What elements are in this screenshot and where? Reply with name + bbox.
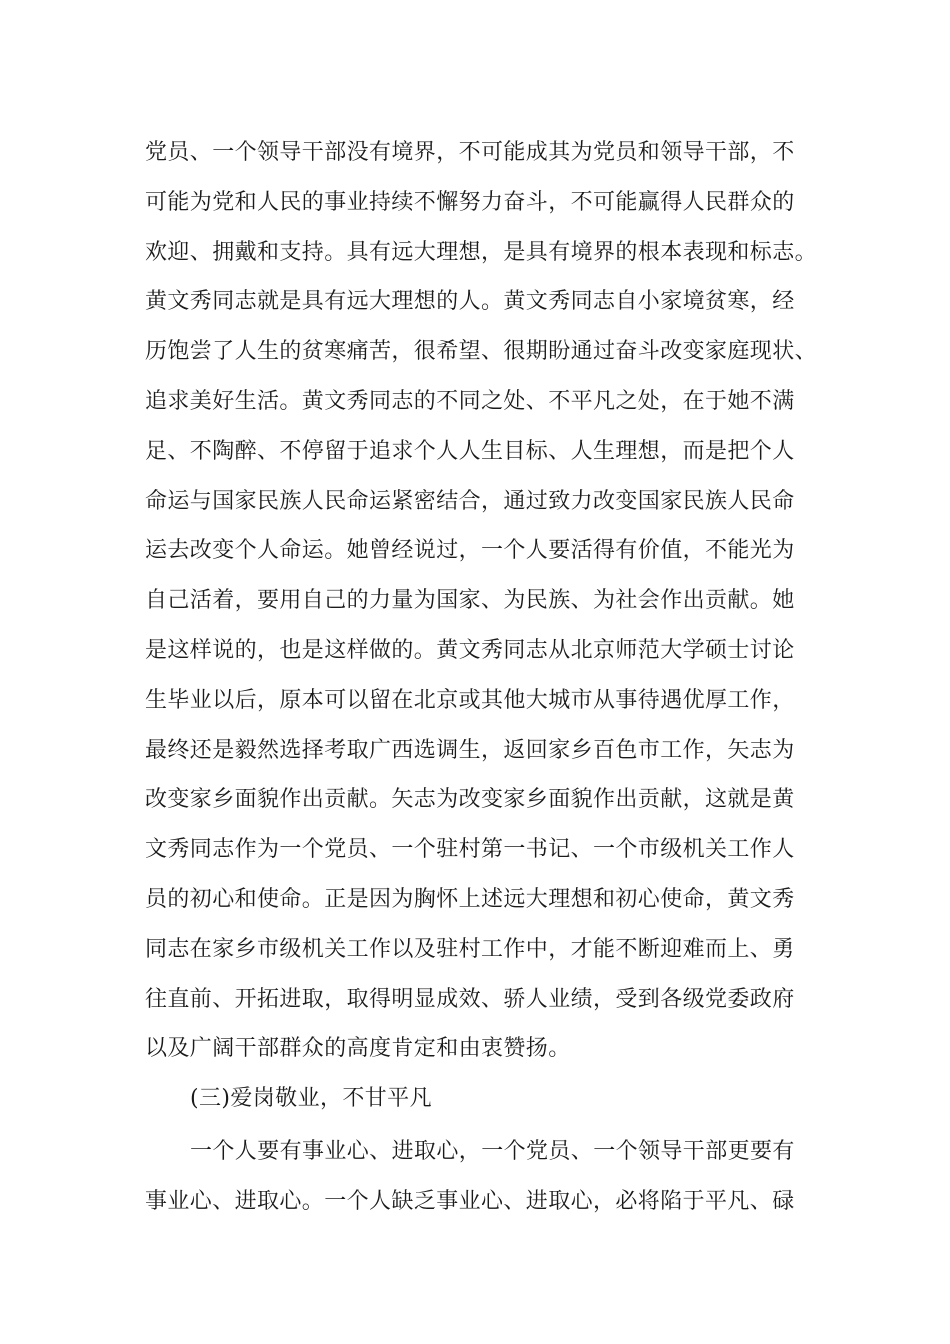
text-line: 一个人要有事业心、进取心，一个党员、一个领导干部更要有 <box>190 1139 795 1164</box>
text-line: 同志在家乡市级机关工作以及驻村工作中，才能不断迎难而上、勇 <box>145 936 795 962</box>
text-line: 文秀同志作为一个党员、一个驻村第一书记、一个市级机关工作人 <box>145 837 795 863</box>
text-line: 最终还是毅然选择考取广西选调生，返回家乡百色市工作，矢志为 <box>145 737 795 763</box>
text-line: 事业心、进取心。一个人缺乏事业心、进取心，必将陷于平凡、碌 <box>145 1188 795 1214</box>
section-heading: (三)爱岗敬业，不甘平凡 <box>190 1086 432 1112</box>
text-line: 生毕业以后，原本可以留在北京或其他大城市从事待遇优厚工作， <box>145 687 795 713</box>
text-line: 历饱尝了人生的贫寒痛苦，很希望、很期盼通过奋斗改变家庭现状、 <box>145 339 818 365</box>
body-paragraph <box>145 128 835 1124</box>
text-line: 运去改变个人命运。她曾经说过，一个人要活得有价值，不能光为 <box>145 538 795 564</box>
text-line: 是这样说的，也是这样做的。黄文秀同志从北京师范大学硕士讨论 <box>145 637 795 663</box>
text-line: 欢迎、拥戴和支持。具有远大理想，是具有境界的根本表现和标志。 <box>145 239 818 265</box>
text-line: 改变家乡面貌作出贡献。矢志为改变家乡面貌作出贡献，这就是黄 <box>145 787 795 813</box>
text-line: 足、不陶醉、不停留于追求个人人生目标、人生理想，而是把个人 <box>145 438 795 464</box>
text-line: 追求美好生活。黄文秀同志的不同之处、不平凡之处，在于她不满 <box>145 388 795 414</box>
text-line: 以及广阔干部群众的高度肯定和由衷赞扬。 <box>145 1036 571 1062</box>
text-line: 命运与国家民族人民命运紧密结合，通过致力改变国家民族人民命 <box>145 488 795 514</box>
text-line: 往直前、开拓进取，取得明显成效、骄人业绩，受到各级党委政府 <box>145 986 795 1012</box>
text-line: 党员、一个领导干部没有境界，不可能成其为党员和领导干部，不 <box>145 140 795 165</box>
body-paragraph <box>145 1127 835 1227</box>
text-line: 员的初心和使命。正是因为胸怀上述远大理想和初心使命，黄文秀 <box>145 886 795 912</box>
text-line: 可能为党和人民的事业持续不懈努力奋斗，不可能赢得人民群众的 <box>145 189 795 215</box>
text-line: 黄文秀同志就是具有远大理想的人。黄文秀同志自小家境贫寒，经 <box>145 289 795 315</box>
text-line: 自己活着，要用自己的力量为国家、为民族、为社会作出贡献。她 <box>145 588 795 614</box>
